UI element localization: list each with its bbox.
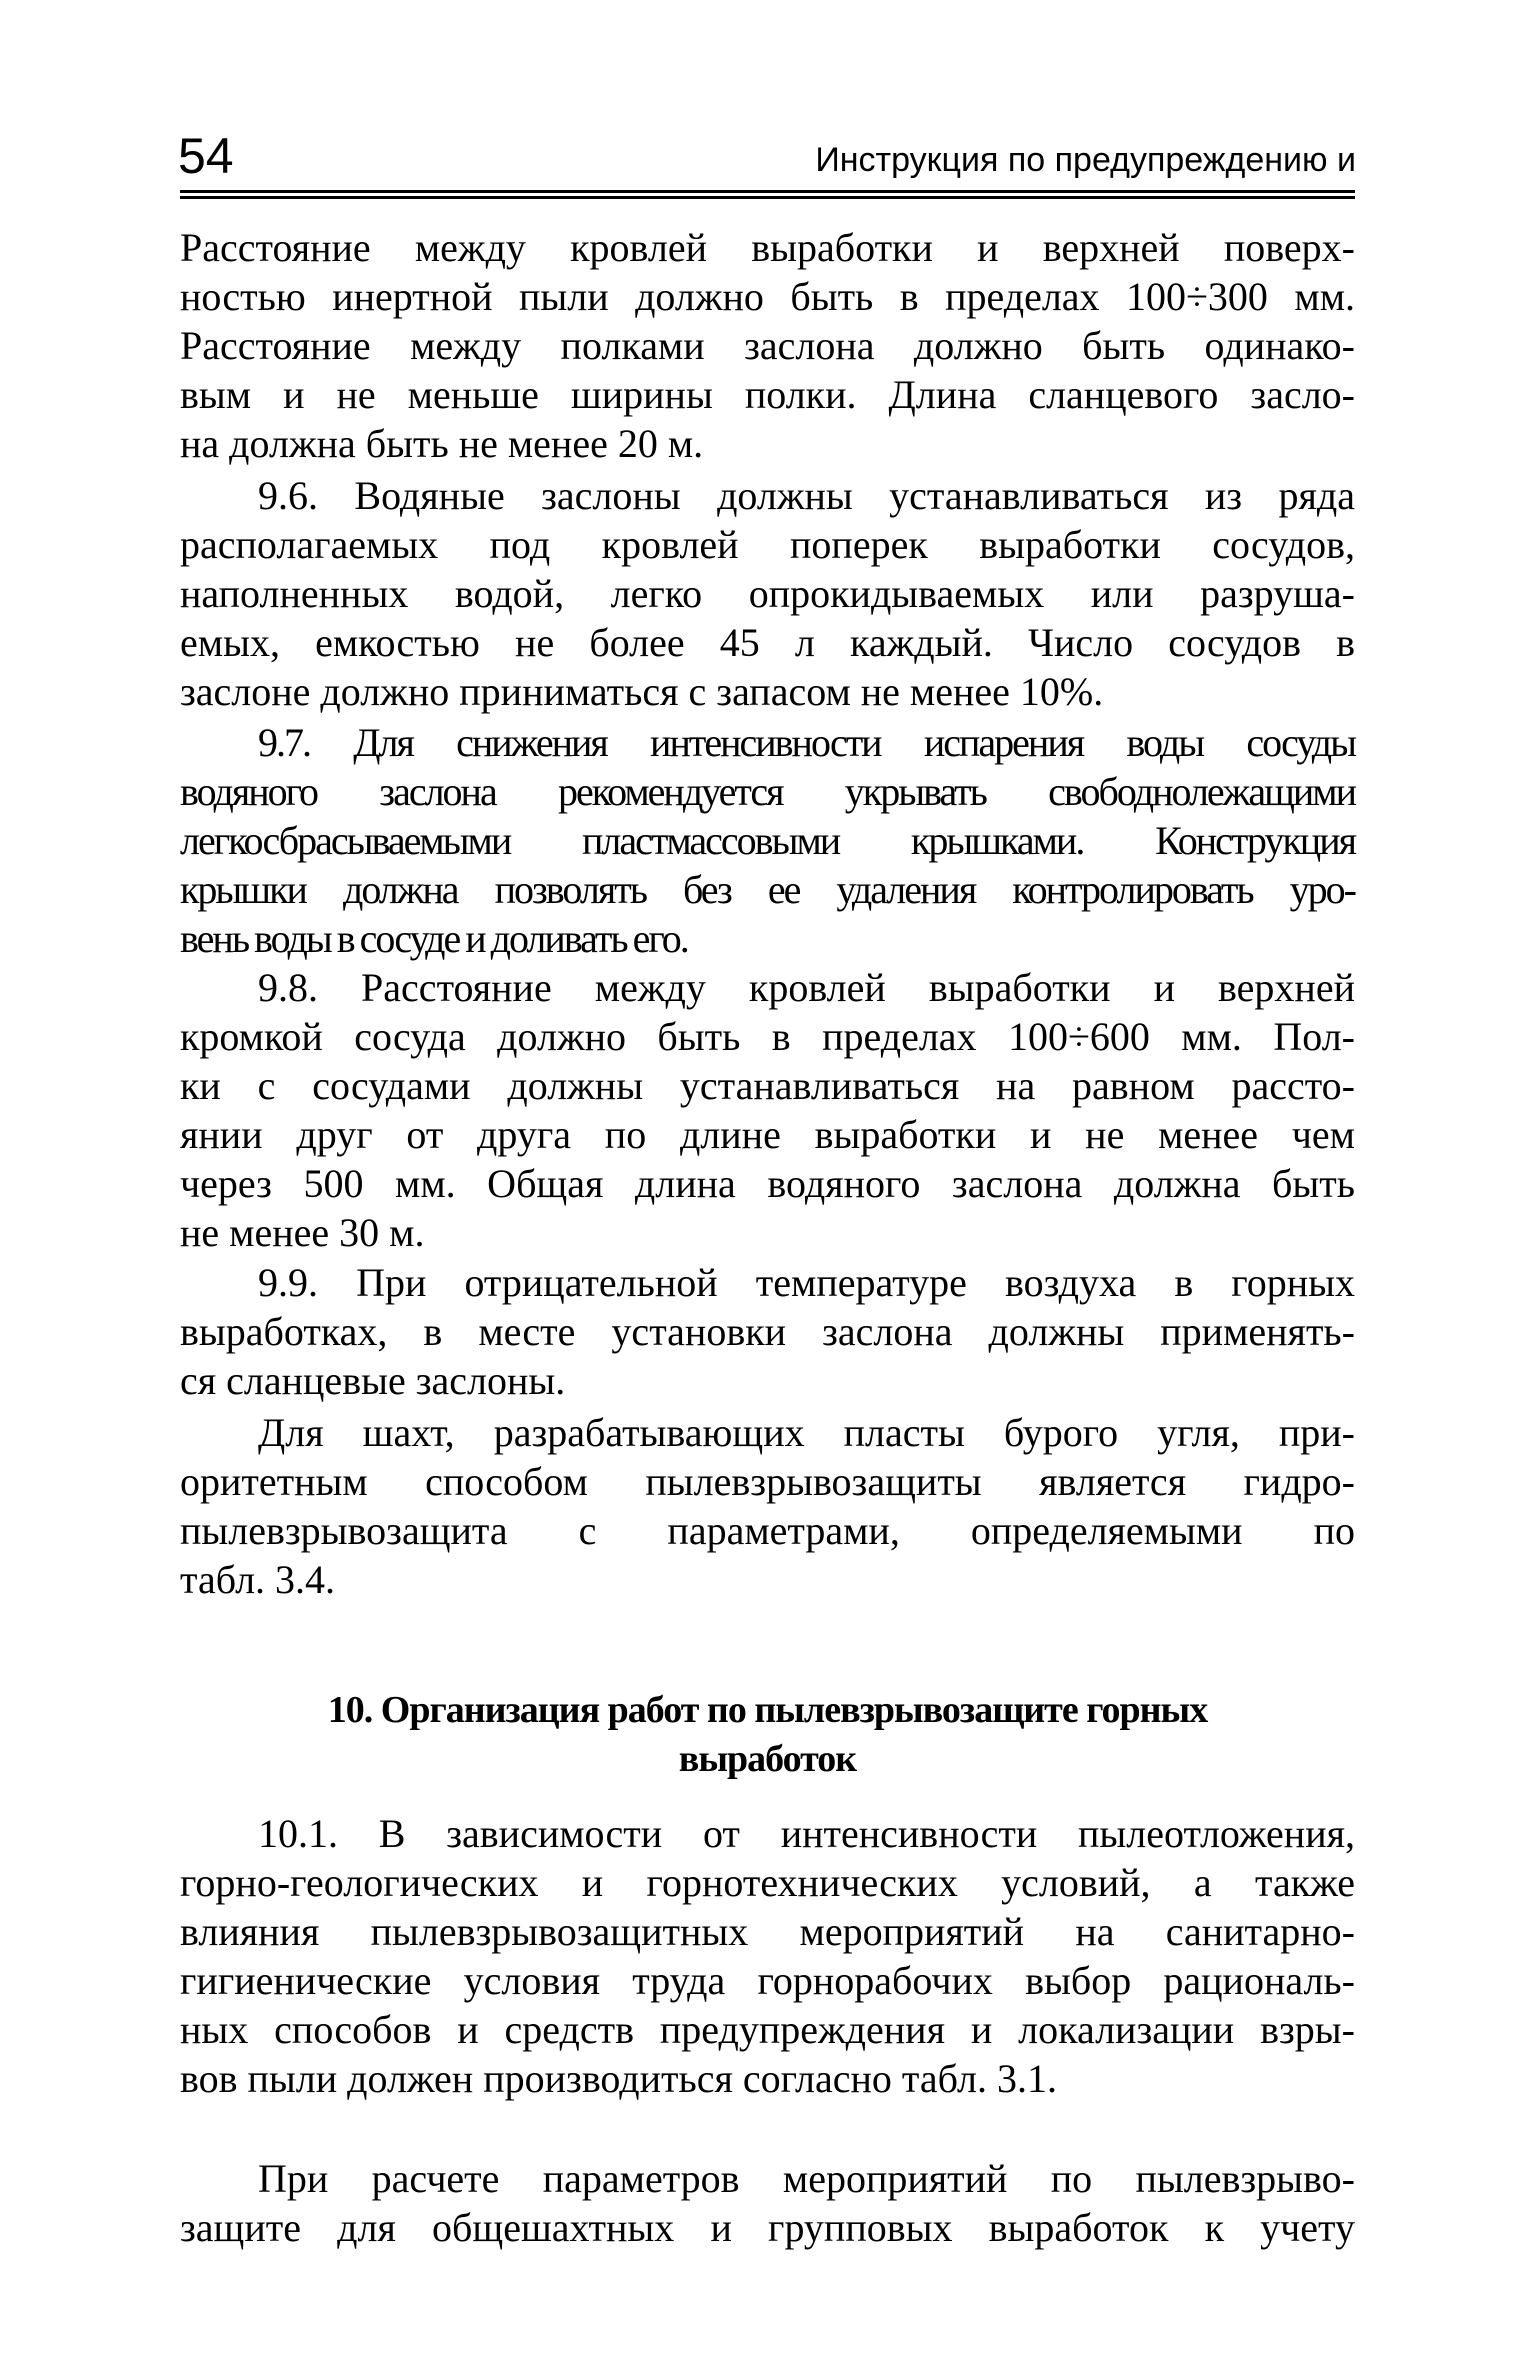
text-line: табл. 3.4. (180, 1557, 336, 1602)
text-line: 10.1. В зависимости от интенсивности пылеотложения, (258, 1811, 1355, 1856)
text-line: защите для общешахтных и групповых выработок к учету (180, 2205, 1355, 2250)
text-line: янии друг от друга по длине выработки и не менее чем (180, 1112, 1355, 1157)
text-line: через 500 мм. Общая длина водяного заслона должна быть (180, 1161, 1355, 1206)
text-line: заслоне должно приниматься с запасом не менее 10%. (180, 669, 1104, 714)
text-line: пылевзрывозащита с параметрами, определяемыми по (180, 1508, 1355, 1553)
text-line: Для шахт, разрабатывающих пласты бурого угля, при- (258, 1410, 1355, 1455)
text-line: 9.7. Для снижения интенсивности испарения воды сосуды (258, 720, 1355, 765)
text-line: располагаемых под кровлей поперек выработки сосудов, (180, 522, 1355, 567)
paragraph-9-9 (180, 1258, 1355, 1405)
text-line: емых, емкостью не более 45 л каждый. Число сосудов в (180, 620, 1355, 665)
text-line: Расстояние между кровлей выработки и верхней поверх- (180, 225, 1355, 270)
text-line: наполненных водой, легко опрокидываемых или разруша- (180, 571, 1355, 616)
section-heading-line: 10. Организация работ по пылевзрывозащите горных (327, 1689, 1208, 1731)
section-heading (180, 1686, 1355, 1784)
text-line: 9.6. Водяные заслоны должны устанавливаться из ряда (258, 473, 1355, 518)
text-line: ки с сосудами должны устанавливаться на равном рассто- (180, 1063, 1355, 1108)
text-line: влияния пылевзрывозащитных мероприятий на санитарно- (180, 1909, 1355, 1954)
text-line: ных способов и средств предупреждения и локализации взры- (180, 2007, 1355, 2052)
running-title: Инструкция по предупреждению и (815, 141, 1356, 179)
header-rule (180, 190, 1355, 199)
section-heading-line: выработок (678, 1738, 857, 1780)
text-line: Расстояние между полками заслона должно быть одинако- (180, 323, 1355, 368)
text-line: 9.8. Расстояние между кровлей выработки и верхней (258, 965, 1355, 1010)
text-line: гигиенические условия труда горнорабочих выбор рациональ- (180, 1958, 1355, 2003)
text-line: вым и не меньше ширины полки. Длина сланцевого засло- (180, 372, 1355, 417)
text-line: вов пыли должен производиться согласно табл. 3.1. (180, 2056, 1057, 2101)
text-line: оритетным способом пылевзрывозащиты является гидро- (180, 1459, 1355, 1504)
text-line: легкосбрасываемыми пластмассовыми крышками. Конструкция (180, 818, 1355, 863)
text-line: на должна быть не менее 20 м. (180, 421, 704, 466)
text-line: ся сланцевые заслоны. (180, 1358, 566, 1403)
paragraph-10-1 (180, 1809, 1355, 2103)
paragraph-calculation (180, 2154, 1355, 2252)
text-line: выработках, в месте установки заслона должны применять- (180, 1309, 1355, 1354)
text-line: вень воды в сосуде и доливать его. (180, 916, 688, 961)
paragraph-dust-barrier-distance (180, 223, 1355, 468)
paragraph-9-8 (180, 963, 1355, 1257)
paragraph-brown-coal (180, 1408, 1355, 1604)
page-number: 54 (178, 128, 234, 184)
text-line: 9.9. При отрицательной температуре воздуха в горных (258, 1260, 1355, 1305)
text-line: крышки должна позволять без ее удаления контролировать уро- (180, 867, 1355, 912)
text-line: не менее 30 м. (180, 1210, 425, 1255)
paragraph-9-7 (180, 718, 1355, 963)
paragraph-9-6 (180, 471, 1355, 716)
text-line: кромкой сосуда должно быть в пределах 100÷600 мм. Пол- (180, 1014, 1355, 1059)
text-line: При расчете параметров мероприятий по пылевзрыво- (258, 2156, 1355, 2201)
text-line: ностью инертной пыли должно быть в пределах 100÷300 мм. (180, 274, 1355, 319)
text-line: водяного заслона рекомендуется укрывать свободнолежащими (180, 769, 1355, 814)
text-line: горно-геологических и горнотехнических условий, а также (180, 1860, 1355, 1905)
